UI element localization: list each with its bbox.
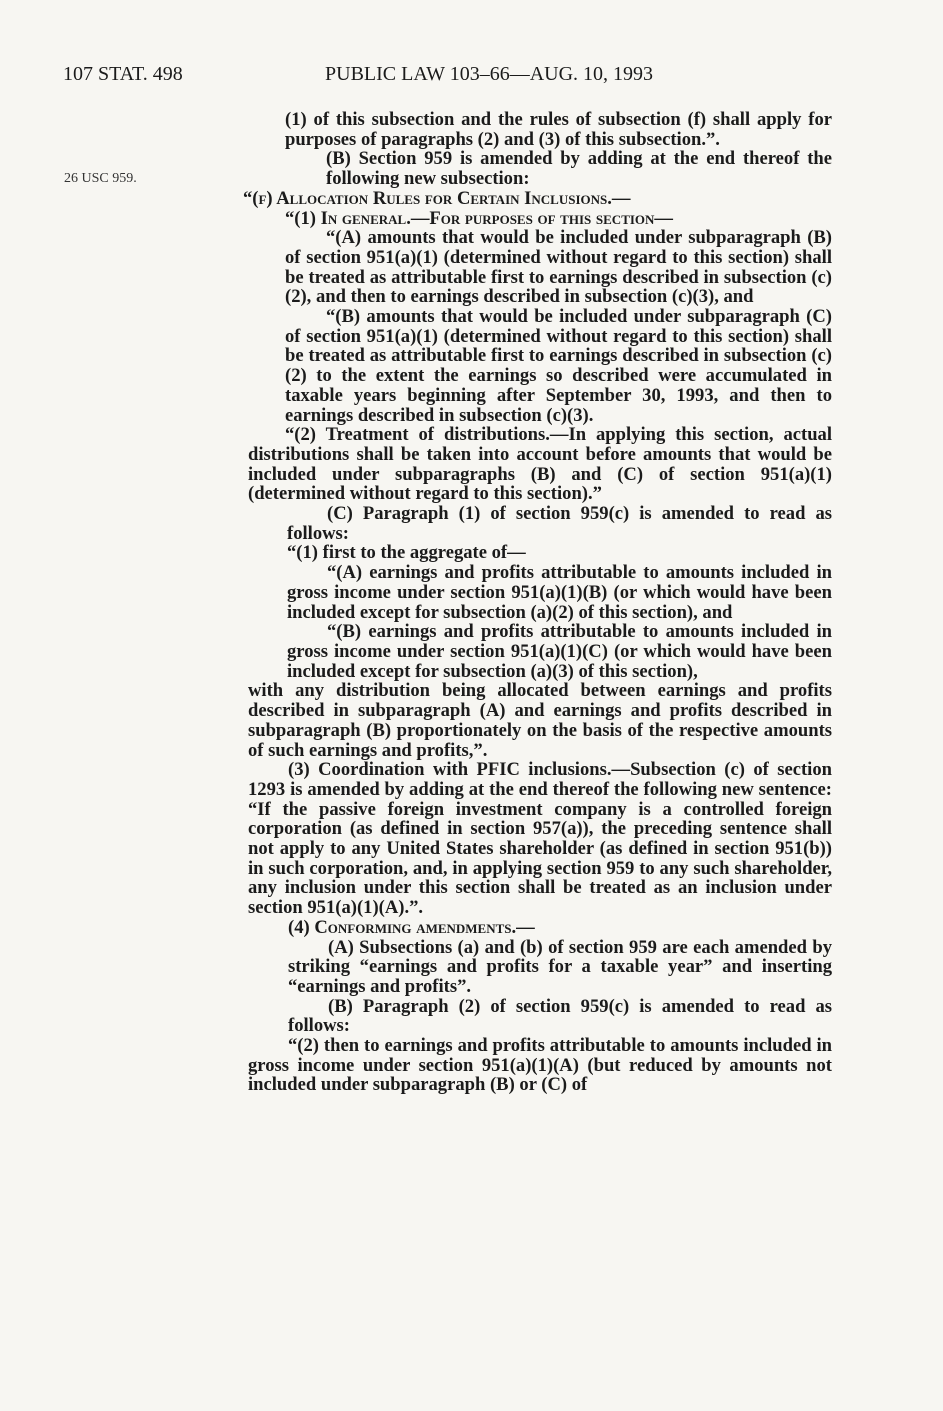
paragraph: “(B) earnings and profits attributable to amounts included in gross income under section 951(a)(1)(C) (or which would have been included except for subsection (a)(3) of this section), xyxy=(287,621,832,682)
paragraph-heading: “(1) In general.—For purposes of this section— xyxy=(285,207,674,229)
running-head: PUBLIC LAW 103–66—AUG. 10, 1993 xyxy=(325,63,654,85)
paragraph-heading: (4) Conforming amendments.— xyxy=(288,916,535,938)
page-header xyxy=(63,62,863,92)
document-body xyxy=(0,110,943,1095)
paragraph: “(1) first to the aggregate of— xyxy=(287,542,526,564)
paragraph: with any distribution being allocated between earnings and profits described in subparagraph (A) and earnings and profits described in subparagraph (B) proportionately on the basis of the respective amounts of such earnings and profits,”. xyxy=(248,680,832,761)
paragraph: “(B) amounts that would be included under subparagraph (C) of section 951(a)(1) (determined without regard to this section) shall be treated as attributable first to earnings described in subsection (c)(2) to the extent the earnings so described were accumulated in taxable years beginning after September 30, 1993, and then to earnings described in subsection (c)(3). xyxy=(285,306,832,426)
paragraph: (B) Section 959 is amended by adding at the end thereof the following new subsection: xyxy=(326,148,832,190)
margin-citation: 26 USC 959. xyxy=(64,171,137,186)
paragraph: (C) Paragraph (1) of section 959(c) is amended to read as follows: xyxy=(287,503,832,544)
paragraph: (A) Subsections (a) and (b) of section 959 are each amended by striking “earnings and profits for a taxable year” and inserting “earnings and profits”. xyxy=(288,936,832,997)
statute-page-number: 107 STAT. 498 xyxy=(63,63,183,85)
paragraph: “(2) Treatment of distributions.—In applying this section, actual distributions shall be taken into account before amounts that would be included under subparagraphs (B) and (C) of section 951(a)(1) (determined without regard to this section).” xyxy=(248,424,832,505)
paragraph-heading: “(f) Allocation Rules for Certain Inclusions.— xyxy=(243,187,631,209)
paragraph: “(2) then to earnings and profits attributable to amounts included in gross income under section 951(a)(1)(A) (but reduced by amounts not included under subparagraph (B) or (C) of xyxy=(248,1035,832,1096)
paragraph: (1) of this subsection and the rules of subsection (f) shall apply for purposes of paragraphs (2) and (3) of this subsection.”. xyxy=(285,109,832,150)
paragraph: “(A) earnings and profits attributable to amounts included in gross income under section 951(a)(1)(B) (or which would have been included except for subsection (a)(2) of this section), and xyxy=(287,562,832,623)
paragraph: “(A) amounts that would be included under subparagraph (B) of section 951(a)(1) (determined without regard to this section) shall be treated as attributable first to earnings described in subsection (c)(2), and then to earnings described in subsection (c)(3), and xyxy=(285,227,832,308)
paragraph: (3) Coordination with PFIC inclusions.—Subsection (c) of section 1293 is amended by adding at the end thereof the following new sentence: “If the passive foreign investment company is a controlled foreign corporation (as defined in section 957(a)), the preceding sentence shall not apply to any United States shareholder (as defined in section 951(b)) in such corporation, and, in applying section 959 to any such shareholder, any inclusion under this section shall be treated as an inclusion under section 951(a)(1)(A).”. xyxy=(248,759,832,919)
paragraph: (B) Paragraph (2) of section 959(c) is amended to read as follows: xyxy=(288,995,832,1037)
